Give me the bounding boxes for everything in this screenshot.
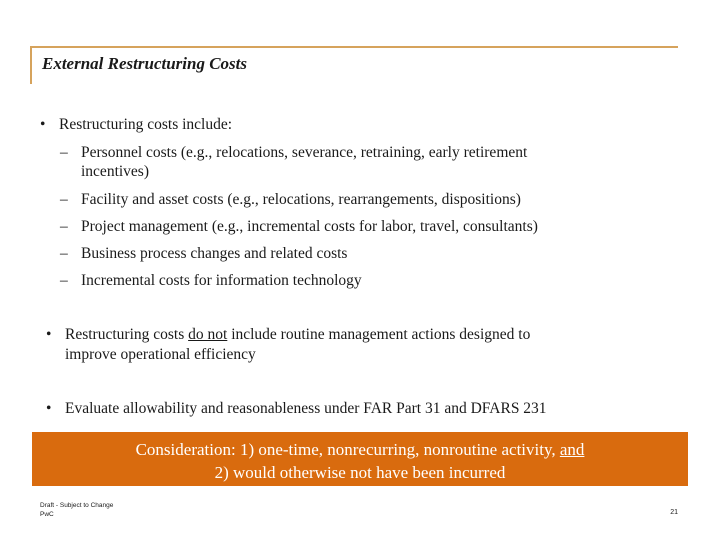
consideration-line2: 2) would otherwise not have been incurred: [214, 463, 506, 482]
include-item-process: Business process changes and related costs: [81, 245, 348, 262]
include-item-project: Project management (e.g., incremental costs for labor, travel, consultants): [81, 218, 538, 235]
dash-marker: –: [60, 191, 68, 208]
exclude-suffix: include routine management actions designed to: [227, 326, 531, 343]
title-rule-horizontal: [30, 46, 678, 48]
slide-title: External Restructuring Costs: [42, 54, 248, 73]
consideration-banner: [32, 432, 688, 486]
exclude-emphasis: do not: [188, 326, 228, 343]
exclude-prefix: Restructuring costs: [65, 326, 189, 343]
consideration-emphasis: and: [559, 440, 585, 459]
title-rule-vertical: [30, 46, 32, 84]
dash-marker: –: [60, 272, 68, 289]
include-item-personnel: Personnel costs (e.g., relocations, severance, retraining, early retirement: [81, 144, 528, 161]
page-number: 21: [670, 509, 678, 516]
bullet-marker: •: [46, 326, 52, 343]
include-item-personnel-cont: incentives): [81, 163, 150, 180]
include-item-facility: Facility and asset costs (e.g., relocations, rearrangements, dispositions): [81, 191, 521, 208]
bullet-marker: •: [40, 116, 46, 133]
footer-company: PwC: [40, 511, 54, 518]
dash-marker: –: [60, 218, 68, 235]
evaluate-text: Evaluate allowability and reasonableness under FAR Part 31 and DFARS 231: [65, 400, 547, 417]
footer-draft-note: Draft - Subject to Change: [40, 502, 114, 509]
consideration-line1: [32, 438, 688, 461]
consideration-prefix: Consideration: 1) one-time, nonrecurring, nonroutine activity,: [135, 440, 560, 459]
bullet-marker: •: [46, 400, 52, 417]
dash-marker: –: [60, 245, 68, 262]
include-item-it: Incremental costs for information technology: [81, 272, 362, 289]
dash-marker: –: [60, 144, 68, 161]
include-heading: Restructuring costs include:: [59, 116, 233, 133]
exclude-line2: improve operational efficiency: [65, 346, 256, 363]
exclude-line1: [65, 325, 530, 344]
